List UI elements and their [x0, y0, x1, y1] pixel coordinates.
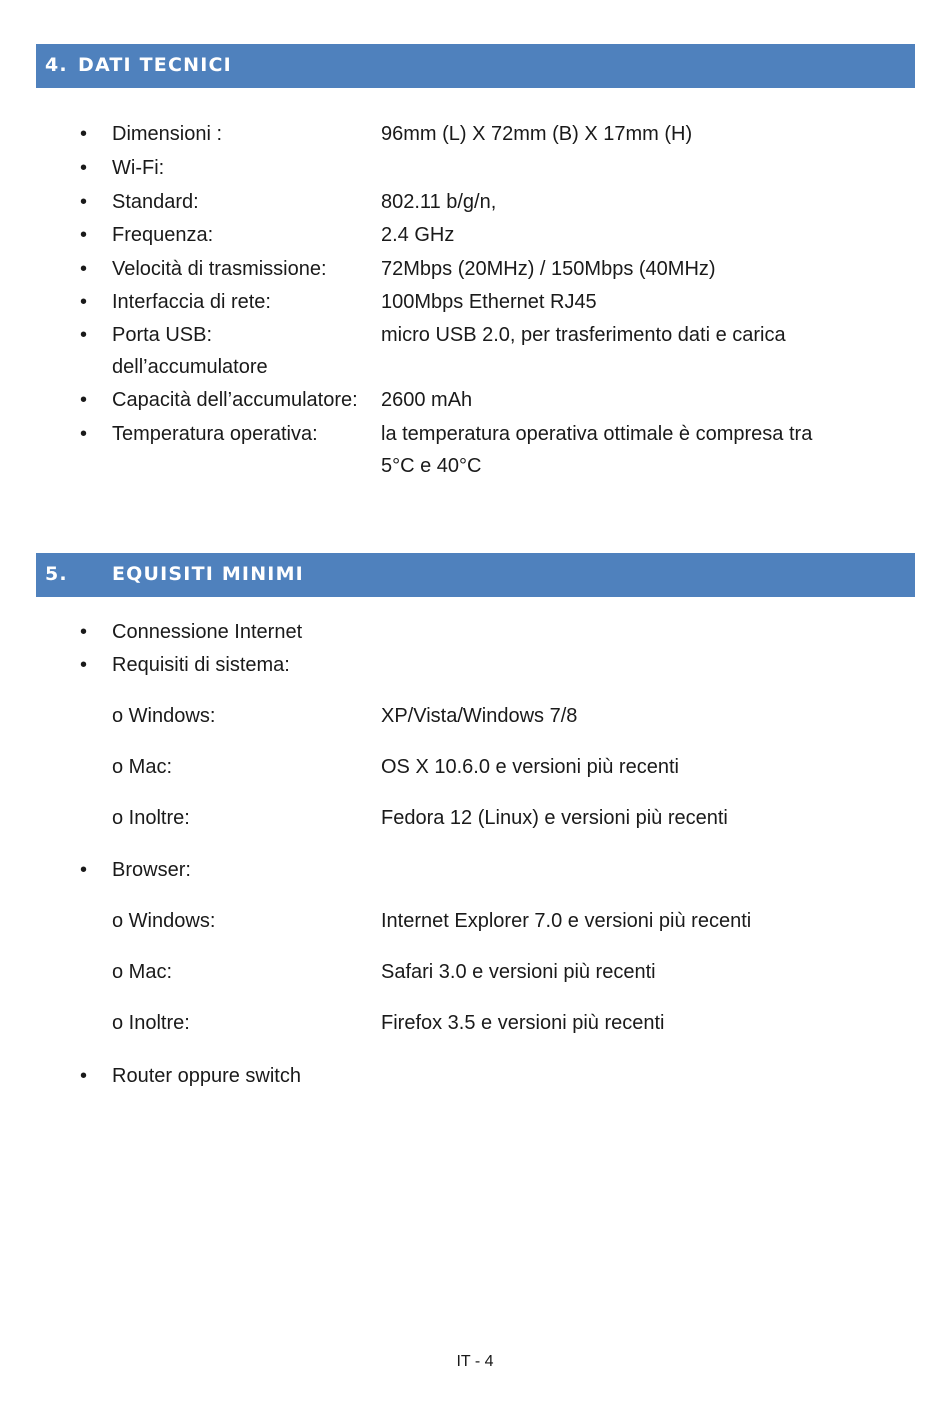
- bullet-icon: •: [80, 123, 88, 145]
- spec-continuation: dell’accumulatore: [112, 356, 268, 378]
- sub-label: o Windows:: [112, 705, 216, 727]
- spec-label: Velocità di trasmissione:: [112, 258, 327, 280]
- section-5-title: EQUISITI MINIMI: [112, 563, 304, 585]
- sub-value: Internet Explorer 7.0 e versioni più recenti: [381, 910, 752, 932]
- req-label: Router oppure switch: [112, 1065, 301, 1087]
- bullet-icon: •: [80, 157, 88, 179]
- spec-value-line2: 5°C e 40°C: [381, 455, 482, 477]
- spec-label: Dimensioni :: [112, 123, 223, 145]
- sub-value: Safari 3.0 e versioni più recenti: [381, 961, 656, 983]
- sub-value: OS X 10.6.0 e versioni più recenti: [381, 756, 679, 778]
- bullet-icon: •: [80, 258, 88, 280]
- bullet-icon: •: [80, 191, 88, 213]
- sub-value: XP/Vista/Windows 7/8: [381, 705, 578, 727]
- section-5-header: [36, 553, 915, 597]
- sub-value: Firefox 3.5 e versioni più recenti: [381, 1012, 665, 1034]
- spec-value: 96mm (L) X 72mm (B) X 17mm (H): [381, 123, 693, 145]
- bullet-icon: •: [80, 1065, 88, 1087]
- bullet-icon: •: [80, 389, 88, 411]
- spec-label: Interfaccia di rete:: [112, 291, 271, 313]
- spec-value: micro USB 2.0, per trasferimento dati e carica: [381, 324, 786, 346]
- bullet-icon: •: [80, 224, 88, 246]
- bullet-icon: •: [80, 291, 88, 313]
- sub-label: o Mac:: [112, 756, 173, 778]
- bullet-icon: •: [80, 654, 88, 676]
- spec-label: Porta USB:: [112, 324, 213, 346]
- spec-label: Standard:: [112, 191, 199, 213]
- req-label: Requisiti di sistema:: [112, 654, 290, 676]
- bullet-icon: •: [80, 324, 88, 346]
- section-5-number: 5.: [45, 563, 68, 585]
- req-label: Browser:: [112, 859, 191, 881]
- spec-value: 2600 mAh: [381, 389, 473, 411]
- spec-value: 72Mbps (20MHz) / 150Mbps (40MHz): [381, 258, 716, 280]
- spec-value: 100Mbps Ethernet RJ45: [381, 291, 597, 313]
- section-4-header: [36, 44, 915, 88]
- sub-label: o Inoltre:: [112, 807, 190, 829]
- spec-label: Temperatura operativa:: [112, 423, 318, 445]
- spec-label: Wi-Fi:: [112, 157, 165, 179]
- spec-value: la temperatura operativa ottimale è compresa tra: [381, 423, 813, 445]
- spec-value: 802.11 b/g/n,: [381, 191, 497, 213]
- sub-label: o Inoltre:: [112, 1012, 190, 1034]
- section-4-number: 4.: [45, 54, 68, 76]
- spec-value: 2.4 GHz: [381, 224, 455, 246]
- sub-value: Fedora 12 (Linux) e versioni più recenti: [381, 807, 728, 829]
- section-4-title: DATI TECNICI: [78, 54, 232, 76]
- bullet-icon: •: [80, 859, 88, 881]
- sub-label: o Windows:: [112, 910, 216, 932]
- bullet-icon: •: [80, 423, 88, 445]
- page-number: IT - 4: [456, 1353, 494, 1370]
- req-label: Connessione Internet: [112, 621, 303, 643]
- spec-label: Frequenza:: [112, 224, 214, 246]
- sub-label: o Mac:: [112, 961, 173, 983]
- spec-label: Capacità dell’accumulatore:: [112, 389, 358, 411]
- bullet-icon: •: [80, 621, 88, 643]
